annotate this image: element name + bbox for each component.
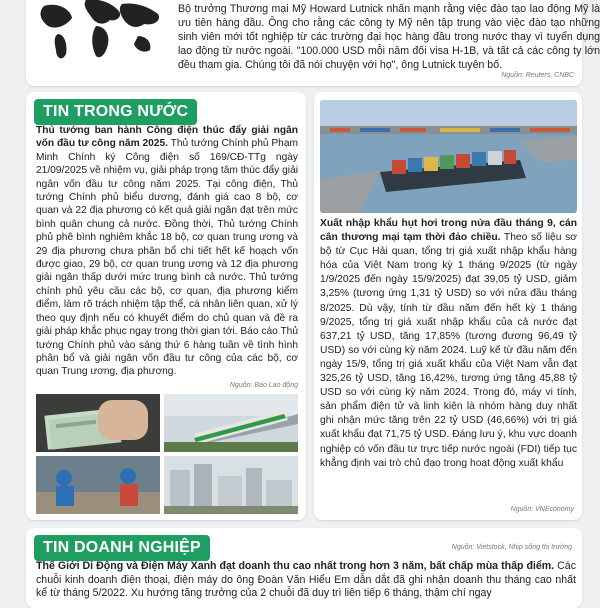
workers-photo xyxy=(36,456,160,514)
money-counting-photo xyxy=(36,394,160,452)
business-body: Các chuỗi kinh doanh điện thoại, điện máy do ông Đoàn Văn Hiểu Em dẫn dắt đã ghi nhận doanh thu tháng cao nhất kể từ tháng 5/2022. Xu hướng tăng trưởng của 2 chuỗi đã duy trì liên tiếp 6 tháng, thậm chí ngay xyxy=(36,560,576,600)
domestic-source: Nguồn: Báo Lao động xyxy=(229,382,298,389)
international-news-card xyxy=(26,0,600,86)
domestic-body: Thủ tướng Chính phủ Phạm Minh Chính ký Công điện số 169/CĐ-TTg ngày 21/09/2025 về nhiệm vụ, giải pháp trọng tâm thúc đẩy giải ngân vốn đầu tư công năm 2025. Tại công điện, Thủ tướng Chính phủ biểu dương, đánh giá cao 8 bộ, cơ quan và 22 địa phương có kết quả giải ngân đạt trên mức bình quân chung cả nước. Đồng thời, Thủ tướng Chính phủ phê bình nghiêm khắc 18 bộ, cơ quan trung ương và 29 địa phương chưa phân bổ chi tiết hết kế hoạch vốn được giao, 29 bộ, cơ quan trung ương và 12 địa phương giải ngân thấp dưới mức trung bình cả nước. Thủ tướng chính phủ yêu cầu các bộ, cơ quan, địa phương kiểm điểm, làm rõ trách nhiệm tập thể, cá nhân liên quan, xử lý theo quy định nếu có khuyết điểm do chủ quan và đề ra giải pháp khắc phục ngay trong thời gian tới. Báo cáo Thủ tướng Chính phủ vào sáng thứ 6 hàng tuần về tình hình phân bổ và giải ngân vốn đầu tư công của các bộ, cơ quan Trung ương, địa phương. xyxy=(36,138,298,378)
business-section-title: TIN DOANH NGHIỆP xyxy=(34,535,210,561)
trade-body: Theo số liệu sơ bộ từ Cục Hải quan, tổng trị giá xuất nhập khẩu hàng hóa của Việt Nam trong kỳ 1 tháng 9/2025 (từ ngày 1/9/2025 đến ngày 15/9/2025) đạt 39,05 tỷ USD, giảm 3,25% (tương ứng 1,31 tỷ USD) so với nửa đầu tháng 8/2025. Dù vậy, tính từ đầu năm đến hết kỳ 1 tháng 9/2025, tổng trị giá xuất nhập khẩu của cả nước đạt 637,21 tỷ USD, tăng 17,85% (tương đương 96,49 tỷ USD) so với cùng kỳ năm 2024. Luỹ kế từ đầu năm đến ngày 15/9, tổng trị giá xuất khẩu của Việt Nam vẫn đạt 325,26 tỷ USD, tăng 16,42%, tương ứng tăng 45,88 tỷ USD so với cùng kỳ năm 2024. Trong đó, máy vi tính, sản phẩm điện tử và linh kiện là nhóm hàng duy nhất ghi nhận mức tăng trên 22 tỷ USD (46,66%) với trị giá xuất khẩu đạt 71,75 tỷ USD. Đáng lưu ý, khu vực doanh nghiệp có vốn đầu tư trực tiếp nước ngoài (FDI) tiếp tục khẳng định vai trò chủ đạo trong hoạt động xuất khẩu xyxy=(320,232,578,469)
trade-source: Nguồn: VNEconomy xyxy=(510,506,574,513)
metro-train-photo xyxy=(164,394,298,452)
business-article xyxy=(36,560,576,601)
domestic-news-card xyxy=(26,92,306,520)
domestic-section-title: TIN TRONG NƯỚC xyxy=(34,99,197,125)
trade-news-card xyxy=(314,92,582,520)
business-news-card xyxy=(26,528,582,608)
business-source: Nguồn: Vietstock, Nhịp sống thị trường xyxy=(451,544,572,551)
trade-article xyxy=(320,217,577,471)
international-article-body: Bộ trưởng Thương mại Mỹ Howard Lutnick nhấn mạnh rằng việc đào tạo lao động Mỹ là ưu tiên hàng đầu. Ông cho rằng các công ty Mỹ nên tập trung vào việc đào tạo những sinh viên mới tốt nghiệp từ các trường đại học hàng đầu trong nước thay vì tuyển dụng lao động từ nước ngoài. "100.000 USD mỗi năm đối visa H-1B, và tất cả các công ty lớn đều tham gia. Chúng tôi đã nói chuyện với họ", ông Lutnick tuyên bố. xyxy=(178,3,600,71)
trade-headline: Xuất nhập khẩu hụt hơi trong nửa đầu tháng 9, cán cân thương mại tạm thời đảo chiều. xyxy=(320,218,577,244)
construction-photo xyxy=(164,456,298,514)
business-headline: Thế Giới Di Động và Điện Máy Xanh đạt doanh thu cao nhất trong hơn 3 năm, bất chấp mùa thấp điểm. xyxy=(36,560,555,572)
international-source: Nguồn: Reuters, CNBC xyxy=(501,72,574,79)
domestic-article xyxy=(36,124,298,379)
domestic-headline: Thủ tướng ban hành Công điện thúc đẩy giải ngân vốn đầu tư công năm 2025. xyxy=(36,125,298,150)
container-port-photo xyxy=(320,100,577,213)
world-map-image xyxy=(26,0,166,76)
